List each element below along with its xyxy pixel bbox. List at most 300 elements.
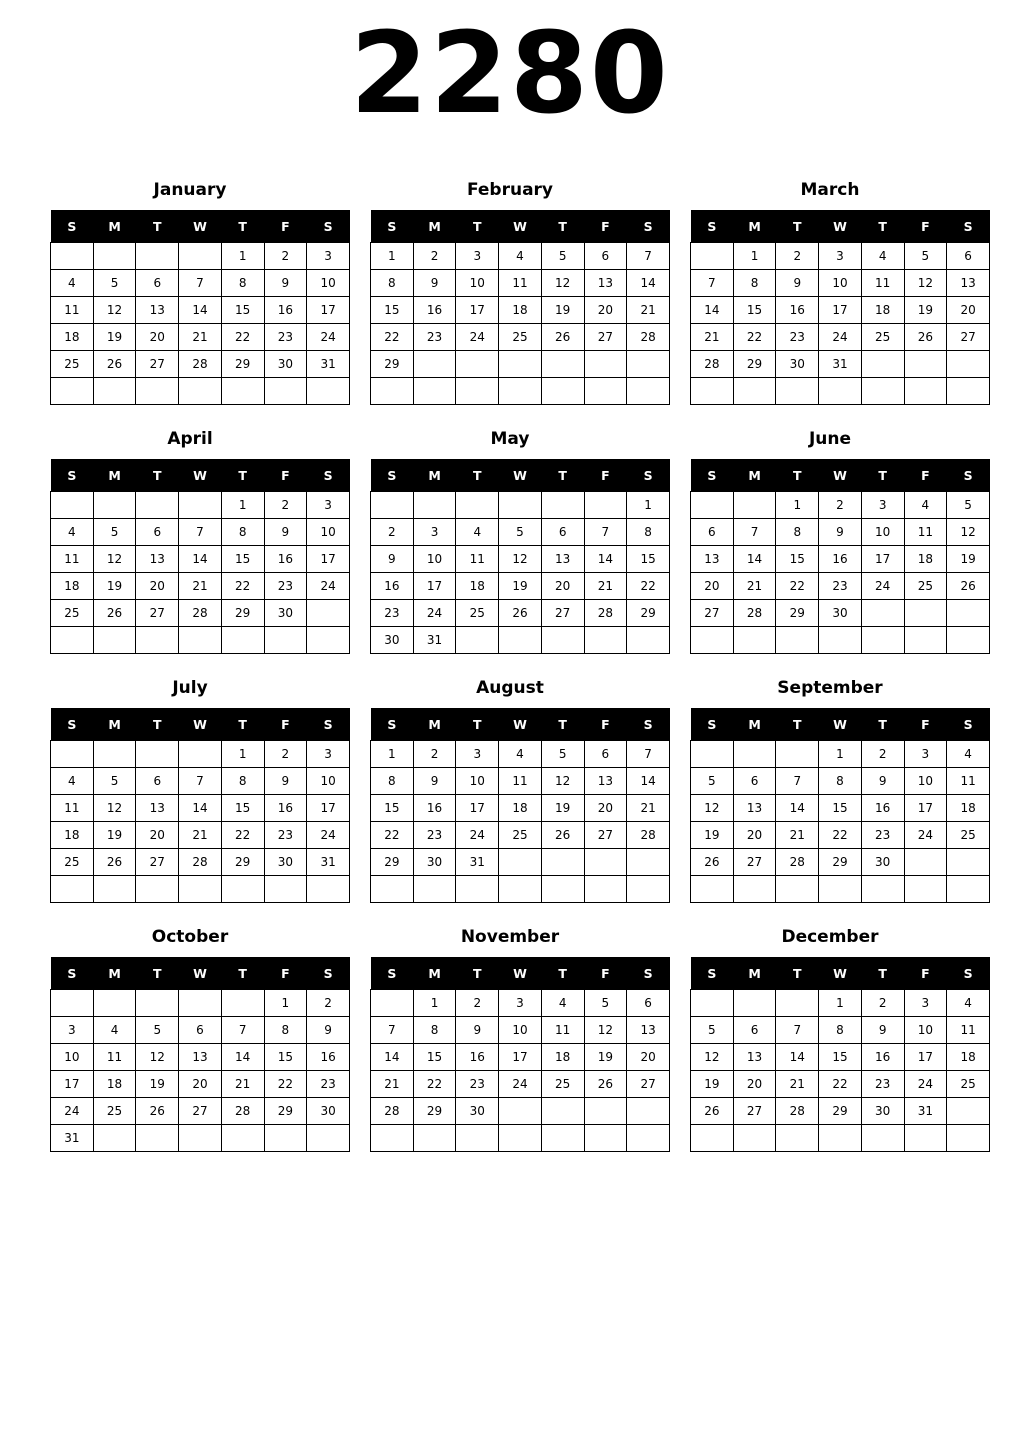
day-cell[interactable]: 15 (627, 546, 670, 573)
day-cell[interactable]: 17 (307, 795, 350, 822)
day-cell[interactable]: 22 (819, 822, 862, 849)
day-cell[interactable]: 8 (413, 1017, 456, 1044)
day-cell[interactable]: 29 (221, 600, 264, 627)
day-cell[interactable]: 11 (904, 519, 947, 546)
day-cell[interactable]: 5 (947, 492, 990, 519)
day-cell[interactable]: 6 (947, 243, 990, 270)
day-cell[interactable]: 12 (584, 1017, 627, 1044)
day-cell[interactable]: 17 (456, 297, 499, 324)
day-cell[interactable]: 27 (136, 600, 179, 627)
day-cell[interactable]: 16 (456, 1044, 499, 1071)
day-cell[interactable]: 9 (264, 519, 307, 546)
day-cell[interactable]: 21 (733, 573, 776, 600)
day-cell[interactable]: 3 (861, 492, 904, 519)
day-cell[interactable]: 16 (861, 795, 904, 822)
day-cell[interactable]: 26 (947, 573, 990, 600)
day-cell[interactable]: 13 (691, 546, 734, 573)
day-cell[interactable]: 5 (541, 243, 584, 270)
day-cell[interactable]: 19 (541, 795, 584, 822)
day-cell[interactable]: 7 (584, 519, 627, 546)
day-cell[interactable]: 22 (371, 324, 414, 351)
day-cell[interactable]: 29 (371, 351, 414, 378)
day-cell[interactable]: 3 (904, 990, 947, 1017)
day-cell[interactable]: 13 (136, 297, 179, 324)
day-cell[interactable]: 14 (179, 546, 222, 573)
day-cell[interactable]: 26 (541, 822, 584, 849)
day-cell[interactable]: 9 (264, 270, 307, 297)
day-cell[interactable]: 9 (861, 768, 904, 795)
day-cell[interactable]: 20 (947, 297, 990, 324)
day-cell[interactable]: 11 (51, 297, 94, 324)
day-cell[interactable]: 4 (456, 519, 499, 546)
day-cell[interactable]: 16 (861, 1044, 904, 1071)
day-cell[interactable]: 15 (371, 795, 414, 822)
day-cell[interactable]: 20 (584, 795, 627, 822)
day-cell[interactable]: 10 (307, 270, 350, 297)
day-cell[interactable]: 4 (904, 492, 947, 519)
day-cell[interactable]: 17 (456, 795, 499, 822)
day-cell[interactable]: 8 (627, 519, 670, 546)
day-cell[interactable]: 6 (136, 519, 179, 546)
day-cell[interactable]: 13 (179, 1044, 222, 1071)
day-cell[interactable]: 17 (51, 1071, 94, 1098)
day-cell[interactable]: 24 (51, 1098, 94, 1125)
day-cell[interactable]: 31 (51, 1125, 94, 1152)
day-cell[interactable]: 20 (541, 573, 584, 600)
day-cell[interactable]: 30 (456, 1098, 499, 1125)
day-cell[interactable]: 29 (776, 600, 819, 627)
day-cell[interactable]: 1 (264, 990, 307, 1017)
day-cell[interactable]: 31 (307, 351, 350, 378)
day-cell[interactable]: 2 (371, 519, 414, 546)
day-cell[interactable]: 22 (413, 1071, 456, 1098)
day-cell[interactable]: 12 (136, 1044, 179, 1071)
day-cell[interactable]: 16 (264, 297, 307, 324)
day-cell[interactable]: 15 (819, 795, 862, 822)
day-cell[interactable]: 30 (776, 351, 819, 378)
day-cell[interactable]: 7 (776, 768, 819, 795)
day-cell[interactable]: 31 (307, 849, 350, 876)
day-cell[interactable]: 10 (904, 768, 947, 795)
day-cell[interactable]: 13 (947, 270, 990, 297)
day-cell[interactable]: 3 (499, 990, 542, 1017)
day-cell[interactable]: 20 (733, 1071, 776, 1098)
day-cell[interactable]: 11 (499, 768, 542, 795)
day-cell[interactable]: 26 (541, 324, 584, 351)
day-cell[interactable]: 9 (456, 1017, 499, 1044)
day-cell[interactable]: 21 (221, 1071, 264, 1098)
day-cell[interactable]: 23 (861, 1071, 904, 1098)
day-cell[interactable]: 21 (371, 1071, 414, 1098)
day-cell[interactable]: 19 (93, 822, 136, 849)
day-cell[interactable]: 18 (93, 1071, 136, 1098)
day-cell[interactable]: 12 (93, 297, 136, 324)
day-cell[interactable]: 16 (371, 573, 414, 600)
day-cell[interactable]: 27 (584, 822, 627, 849)
day-cell[interactable]: 14 (584, 546, 627, 573)
day-cell[interactable]: 9 (819, 519, 862, 546)
day-cell[interactable]: 9 (413, 768, 456, 795)
day-cell[interactable]: 13 (584, 270, 627, 297)
day-cell[interactable]: 5 (691, 768, 734, 795)
day-cell[interactable]: 28 (179, 600, 222, 627)
day-cell[interactable]: 30 (819, 600, 862, 627)
day-cell[interactable]: 1 (819, 990, 862, 1017)
day-cell[interactable]: 4 (861, 243, 904, 270)
day-cell[interactable]: 14 (733, 546, 776, 573)
day-cell[interactable]: 10 (819, 270, 862, 297)
day-cell[interactable]: 24 (861, 573, 904, 600)
day-cell[interactable]: 1 (371, 243, 414, 270)
day-cell[interactable]: 23 (264, 324, 307, 351)
day-cell[interactable]: 12 (499, 546, 542, 573)
day-cell[interactable]: 11 (541, 1017, 584, 1044)
day-cell[interactable]: 31 (819, 351, 862, 378)
day-cell[interactable]: 28 (179, 849, 222, 876)
day-cell[interactable]: 6 (733, 768, 776, 795)
day-cell[interactable]: 24 (819, 324, 862, 351)
day-cell[interactable]: 10 (861, 519, 904, 546)
day-cell[interactable]: 19 (584, 1044, 627, 1071)
day-cell[interactable]: 14 (371, 1044, 414, 1071)
day-cell[interactable]: 2 (456, 990, 499, 1017)
day-cell[interactable]: 1 (413, 990, 456, 1017)
day-cell[interactable]: 29 (221, 351, 264, 378)
day-cell[interactable]: 25 (541, 1071, 584, 1098)
day-cell[interactable]: 29 (413, 1098, 456, 1125)
day-cell[interactable]: 7 (221, 1017, 264, 1044)
day-cell[interactable]: 18 (904, 546, 947, 573)
day-cell[interactable]: 1 (819, 741, 862, 768)
day-cell[interactable]: 19 (691, 822, 734, 849)
day-cell[interactable]: 10 (456, 270, 499, 297)
day-cell[interactable]: 30 (861, 1098, 904, 1125)
day-cell[interactable]: 9 (861, 1017, 904, 1044)
day-cell[interactable]: 1 (627, 492, 670, 519)
day-cell[interactable]: 2 (861, 741, 904, 768)
day-cell[interactable]: 27 (179, 1098, 222, 1125)
day-cell[interactable]: 7 (179, 270, 222, 297)
day-cell[interactable]: 12 (947, 519, 990, 546)
day-cell[interactable]: 6 (627, 990, 670, 1017)
day-cell[interactable]: 8 (371, 768, 414, 795)
day-cell[interactable]: 13 (733, 795, 776, 822)
day-cell[interactable]: 5 (499, 519, 542, 546)
day-cell[interactable]: 14 (627, 270, 670, 297)
day-cell[interactable]: 8 (221, 519, 264, 546)
day-cell[interactable]: 22 (819, 1071, 862, 1098)
day-cell[interactable]: 8 (264, 1017, 307, 1044)
day-cell[interactable]: 4 (51, 270, 94, 297)
day-cell[interactable]: 8 (221, 270, 264, 297)
day-cell[interactable]: 26 (691, 849, 734, 876)
day-cell[interactable]: 25 (456, 600, 499, 627)
day-cell[interactable]: 8 (733, 270, 776, 297)
day-cell[interactable]: 19 (93, 324, 136, 351)
day-cell[interactable]: 20 (179, 1071, 222, 1098)
day-cell[interactable]: 30 (264, 351, 307, 378)
day-cell[interactable]: 15 (819, 1044, 862, 1071)
day-cell[interactable]: 29 (819, 1098, 862, 1125)
day-cell[interactable]: 17 (499, 1044, 542, 1071)
day-cell[interactable]: 28 (627, 324, 670, 351)
day-cell[interactable]: 20 (136, 573, 179, 600)
day-cell[interactable]: 3 (456, 243, 499, 270)
day-cell[interactable]: 12 (93, 795, 136, 822)
day-cell[interactable]: 2 (819, 492, 862, 519)
day-cell[interactable]: 27 (584, 324, 627, 351)
day-cell[interactable]: 17 (413, 573, 456, 600)
day-cell[interactable]: 28 (371, 1098, 414, 1125)
day-cell[interactable]: 17 (904, 795, 947, 822)
day-cell[interactable]: 17 (307, 297, 350, 324)
day-cell[interactable]: 15 (413, 1044, 456, 1071)
day-cell[interactable]: 26 (136, 1098, 179, 1125)
day-cell[interactable]: 28 (221, 1098, 264, 1125)
day-cell[interactable]: 16 (819, 546, 862, 573)
day-cell[interactable]: 11 (947, 1017, 990, 1044)
day-cell[interactable]: 1 (221, 492, 264, 519)
day-cell[interactable]: 21 (179, 324, 222, 351)
day-cell[interactable]: 10 (456, 768, 499, 795)
day-cell[interactable]: 13 (584, 768, 627, 795)
day-cell[interactable]: 23 (413, 324, 456, 351)
day-cell[interactable]: 28 (179, 351, 222, 378)
day-cell[interactable]: 5 (691, 1017, 734, 1044)
day-cell[interactable]: 20 (136, 324, 179, 351)
day-cell[interactable]: 18 (456, 573, 499, 600)
day-cell[interactable]: 30 (264, 849, 307, 876)
day-cell[interactable]: 7 (371, 1017, 414, 1044)
day-cell[interactable]: 6 (733, 1017, 776, 1044)
day-cell[interactable]: 2 (413, 741, 456, 768)
day-cell[interactable]: 25 (51, 600, 94, 627)
day-cell[interactable]: 4 (499, 741, 542, 768)
day-cell[interactable]: 7 (179, 768, 222, 795)
day-cell[interactable]: 15 (264, 1044, 307, 1071)
day-cell[interactable]: 6 (584, 243, 627, 270)
day-cell[interactable]: 25 (499, 822, 542, 849)
day-cell[interactable]: 22 (733, 324, 776, 351)
day-cell[interactable]: 1 (221, 741, 264, 768)
day-cell[interactable]: 5 (93, 768, 136, 795)
day-cell[interactable]: 4 (51, 768, 94, 795)
day-cell[interactable]: 22 (221, 822, 264, 849)
day-cell[interactable]: 8 (221, 768, 264, 795)
day-cell[interactable]: 2 (861, 990, 904, 1017)
day-cell[interactable]: 7 (691, 270, 734, 297)
day-cell[interactable]: 11 (456, 546, 499, 573)
day-cell[interactable]: 19 (691, 1071, 734, 1098)
day-cell[interactable]: 11 (499, 270, 542, 297)
day-cell[interactable]: 13 (136, 546, 179, 573)
day-cell[interactable]: 11 (51, 795, 94, 822)
day-cell[interactable]: 16 (307, 1044, 350, 1071)
day-cell[interactable]: 10 (904, 1017, 947, 1044)
day-cell[interactable]: 23 (371, 600, 414, 627)
day-cell[interactable]: 14 (776, 795, 819, 822)
day-cell[interactable]: 9 (413, 270, 456, 297)
day-cell[interactable]: 6 (136, 270, 179, 297)
day-cell[interactable]: 17 (904, 1044, 947, 1071)
day-cell[interactable]: 8 (776, 519, 819, 546)
day-cell[interactable]: 3 (307, 492, 350, 519)
day-cell[interactable]: 6 (691, 519, 734, 546)
day-cell[interactable]: 5 (136, 1017, 179, 1044)
day-cell[interactable]: 20 (136, 822, 179, 849)
day-cell[interactable]: 26 (93, 351, 136, 378)
day-cell[interactable]: 9 (307, 1017, 350, 1044)
day-cell[interactable]: 30 (307, 1098, 350, 1125)
day-cell[interactable]: 22 (627, 573, 670, 600)
day-cell[interactable]: 25 (947, 822, 990, 849)
day-cell[interactable]: 15 (733, 297, 776, 324)
day-cell[interactable]: 11 (51, 546, 94, 573)
day-cell[interactable]: 23 (819, 573, 862, 600)
day-cell[interactable]: 11 (861, 270, 904, 297)
day-cell[interactable]: 7 (733, 519, 776, 546)
day-cell[interactable]: 22 (371, 822, 414, 849)
day-cell[interactable]: 21 (179, 822, 222, 849)
day-cell[interactable]: 11 (93, 1044, 136, 1071)
day-cell[interactable]: 30 (264, 600, 307, 627)
day-cell[interactable]: 18 (51, 573, 94, 600)
day-cell[interactable]: 28 (691, 351, 734, 378)
day-cell[interactable]: 23 (776, 324, 819, 351)
day-cell[interactable]: 29 (221, 849, 264, 876)
day-cell[interactable]: 15 (371, 297, 414, 324)
day-cell[interactable]: 29 (264, 1098, 307, 1125)
day-cell[interactable]: 14 (776, 1044, 819, 1071)
day-cell[interactable]: 24 (456, 822, 499, 849)
day-cell[interactable]: 5 (93, 270, 136, 297)
day-cell[interactable]: 24 (307, 573, 350, 600)
day-cell[interactable]: 5 (93, 519, 136, 546)
day-cell[interactable]: 25 (499, 324, 542, 351)
day-cell[interactable]: 25 (861, 324, 904, 351)
day-cell[interactable]: 4 (499, 243, 542, 270)
day-cell[interactable]: 8 (819, 768, 862, 795)
day-cell[interactable]: 3 (456, 741, 499, 768)
day-cell[interactable]: 7 (776, 1017, 819, 1044)
day-cell[interactable]: 10 (499, 1017, 542, 1044)
day-cell[interactable]: 16 (776, 297, 819, 324)
day-cell[interactable]: 16 (264, 795, 307, 822)
day-cell[interactable]: 22 (264, 1071, 307, 1098)
day-cell[interactable]: 28 (627, 822, 670, 849)
day-cell[interactable]: 14 (179, 297, 222, 324)
day-cell[interactable]: 20 (691, 573, 734, 600)
day-cell[interactable]: 15 (776, 546, 819, 573)
day-cell[interactable]: 4 (541, 990, 584, 1017)
day-cell[interactable]: 21 (584, 573, 627, 600)
day-cell[interactable]: 1 (221, 243, 264, 270)
day-cell[interactable]: 26 (904, 324, 947, 351)
day-cell[interactable]: 19 (93, 573, 136, 600)
day-cell[interactable]: 2 (264, 243, 307, 270)
day-cell[interactable]: 20 (627, 1044, 670, 1071)
day-cell[interactable]: 31 (904, 1098, 947, 1125)
day-cell[interactable]: 23 (861, 822, 904, 849)
day-cell[interactable]: 26 (93, 849, 136, 876)
day-cell[interactable]: 19 (499, 573, 542, 600)
day-cell[interactable]: 7 (179, 519, 222, 546)
day-cell[interactable]: 2 (264, 492, 307, 519)
day-cell[interactable]: 17 (819, 297, 862, 324)
day-cell[interactable]: 12 (541, 768, 584, 795)
day-cell[interactable]: 18 (499, 297, 542, 324)
day-cell[interactable]: 27 (136, 849, 179, 876)
day-cell[interactable]: 29 (627, 600, 670, 627)
day-cell[interactable]: 24 (307, 822, 350, 849)
day-cell[interactable]: 27 (947, 324, 990, 351)
day-cell[interactable]: 18 (947, 795, 990, 822)
day-cell[interactable]: 24 (904, 822, 947, 849)
day-cell[interactable]: 12 (691, 1044, 734, 1071)
day-cell[interactable]: 7 (627, 243, 670, 270)
day-cell[interactable]: 29 (819, 849, 862, 876)
day-cell[interactable]: 15 (221, 297, 264, 324)
day-cell[interactable]: 28 (776, 849, 819, 876)
day-cell[interactable]: 3 (51, 1017, 94, 1044)
day-cell[interactable]: 26 (691, 1098, 734, 1125)
day-cell[interactable]: 19 (947, 546, 990, 573)
day-cell[interactable]: 27 (691, 600, 734, 627)
day-cell[interactable]: 7 (627, 741, 670, 768)
day-cell[interactable]: 23 (413, 822, 456, 849)
day-cell[interactable]: 19 (136, 1071, 179, 1098)
day-cell[interactable]: 17 (861, 546, 904, 573)
day-cell[interactable]: 4 (93, 1017, 136, 1044)
day-cell[interactable]: 18 (51, 324, 94, 351)
day-cell[interactable]: 21 (179, 573, 222, 600)
day-cell[interactable]: 10 (307, 768, 350, 795)
day-cell[interactable]: 24 (499, 1071, 542, 1098)
day-cell[interactable]: 2 (413, 243, 456, 270)
day-cell[interactable]: 15 (221, 795, 264, 822)
day-cell[interactable]: 13 (627, 1017, 670, 1044)
day-cell[interactable]: 27 (733, 1098, 776, 1125)
day-cell[interactable]: 27 (136, 351, 179, 378)
day-cell[interactable]: 8 (819, 1017, 862, 1044)
day-cell[interactable]: 15 (221, 546, 264, 573)
day-cell[interactable]: 18 (499, 795, 542, 822)
day-cell[interactable]: 24 (307, 324, 350, 351)
day-cell[interactable]: 12 (541, 270, 584, 297)
day-cell[interactable]: 9 (776, 270, 819, 297)
day-cell[interactable]: 16 (413, 795, 456, 822)
day-cell[interactable]: 14 (627, 768, 670, 795)
day-cell[interactable]: 5 (904, 243, 947, 270)
day-cell[interactable]: 29 (371, 849, 414, 876)
day-cell[interactable]: 24 (456, 324, 499, 351)
day-cell[interactable]: 20 (584, 297, 627, 324)
day-cell[interactable]: 3 (413, 519, 456, 546)
day-cell[interactable]: 25 (51, 849, 94, 876)
day-cell[interactable]: 13 (136, 795, 179, 822)
day-cell[interactable]: 19 (904, 297, 947, 324)
day-cell[interactable]: 31 (413, 627, 456, 654)
day-cell[interactable]: 28 (733, 600, 776, 627)
day-cell[interactable]: 18 (51, 822, 94, 849)
day-cell[interactable]: 10 (51, 1044, 94, 1071)
day-cell[interactable]: 2 (307, 990, 350, 1017)
day-cell[interactable]: 24 (413, 600, 456, 627)
day-cell[interactable]: 27 (627, 1071, 670, 1098)
day-cell[interactable]: 4 (51, 519, 94, 546)
day-cell[interactable]: 12 (93, 546, 136, 573)
day-cell[interactable]: 12 (904, 270, 947, 297)
